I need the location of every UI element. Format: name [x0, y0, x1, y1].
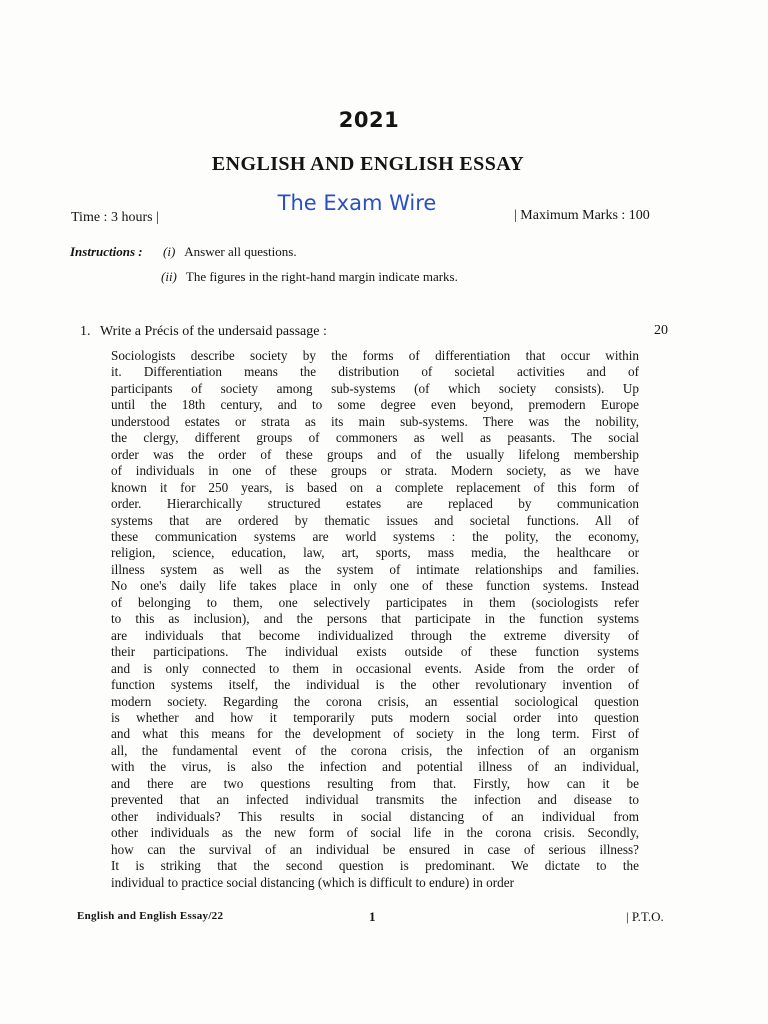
passage-line: participants of society among sub-systems (of which society consists). Up: [111, 380, 639, 396]
watermark-text: The Exam Wire: [277, 191, 437, 215]
question-marks: 20: [654, 323, 668, 338]
instruction-number: (ii): [161, 269, 177, 284]
instruction-number: (i): [163, 244, 176, 259]
page-number: 1: [369, 909, 376, 924]
passage-line: order. Hierarchically structured estates are replaced by communication: [111, 496, 639, 512]
instruction-text: The figures in the right-hand margin indicate marks.: [185, 269, 458, 284]
passage-line: until the 18th century, and to some degree even beyond, premodern Europe: [111, 397, 639, 413]
passage-line: of belonging to them, one selectively participates in them (sociologists refer: [111, 594, 639, 610]
instructions-label: Instructions :: [70, 244, 143, 259]
passage-line: the clergy, different groups of commoners as well as peasants. The social: [111, 430, 639, 446]
paper-title: ENGLISH AND ENGLISH ESSAY: [211, 153, 525, 175]
passage-line: function systems itself, the individual is the other revolutionary invention of: [111, 677, 639, 693]
passage-line: their participations. The individual exists outside of these function systems: [111, 644, 639, 660]
instruction-item: [161, 269, 458, 285]
passage-line: individual to practice social distancing (which is difficult to endure) in order: [111, 874, 514, 890]
passage-line: prevented that an infected individual transmits the infection and disease to: [111, 792, 639, 808]
exam-year: 2021: [338, 108, 400, 132]
passage-line: of individuals in one of these groups or strata. Modern society, as we have: [111, 463, 639, 479]
passage-line: religion, science, education, law, art, sports, mass media, the healthcare or: [111, 545, 639, 561]
instruction-item: [163, 244, 297, 260]
passage-line: it. Differentiation means the distribution of societal activities and of: [111, 364, 639, 380]
passage-line: understood estates or strata as its main sub-systems. There was the nobility,: [111, 413, 639, 429]
passage-line: with the virus, is also the infection and potential illness of an individual,: [111, 759, 639, 775]
passage-line: and what this means for the development of society in the long term. First of: [111, 726, 639, 742]
passage-text: [111, 348, 639, 891]
passage-line: to this as inclusion), and the persons that participate in the function systems: [111, 611, 639, 627]
passage-line: all, the fundamental event of the corona crisis, the infection of an organism: [111, 742, 639, 758]
passage-line: Sociologists describe society by the forms of differentiation that occur within: [111, 348, 639, 363]
passage-line: these communication systems are world systems : the polity, the economy,: [111, 528, 639, 544]
time-allowed: Time : 3 hours |: [71, 210, 159, 225]
passage-line: order was the order of these groups and of the usually lifelong membership: [111, 446, 639, 462]
passage-line: and is only connected to them in occasional events. Aside from the order of: [111, 660, 639, 676]
passage-line: modern society. Regarding the corona crisis, an essential sociological question: [111, 693, 639, 709]
passage-line: It is striking that the second question is predominant. We dictate to the: [111, 858, 639, 874]
passage-line: are individuals that become individualized through the extreme diversity of: [111, 627, 639, 643]
passage-line: illness system as well as the system of intimate relationships and families.: [111, 561, 639, 577]
passage-line: is whether and how it temporarily puts modern social order into question: [111, 709, 639, 725]
instruction-text: Answer all questions.: [184, 244, 297, 259]
passage-line: and there are two questions resulting from that. Firstly, how can it be: [111, 775, 639, 791]
passage-line: how can the survival of an individual be ensured in case of serious illness?: [111, 841, 639, 857]
passage-line: No one's daily life takes place in only one of these function systems. Instead: [111, 578, 639, 594]
footer-paper-code: English and English Essay/22: [77, 910, 224, 922]
passage-line: known it for 250 years, is based on a complete replacement of this form of: [111, 479, 639, 495]
maximum-marks: | Maximum Marks : 100: [514, 208, 650, 223]
passage-line: other individuals as the new form of social life in the corona crisis. Secondly,: [111, 825, 639, 841]
passage-line: systems that are ordered by thematic issues and societal functions. All of: [111, 512, 639, 528]
please-turn-over: | P.T.O.: [626, 909, 664, 924]
question-number: 1.: [80, 324, 91, 339]
question-text: Write a Précis of the undersaid passage :: [100, 324, 327, 339]
passage-line: other individuals? This results in social distancing of an individual from: [111, 808, 639, 824]
